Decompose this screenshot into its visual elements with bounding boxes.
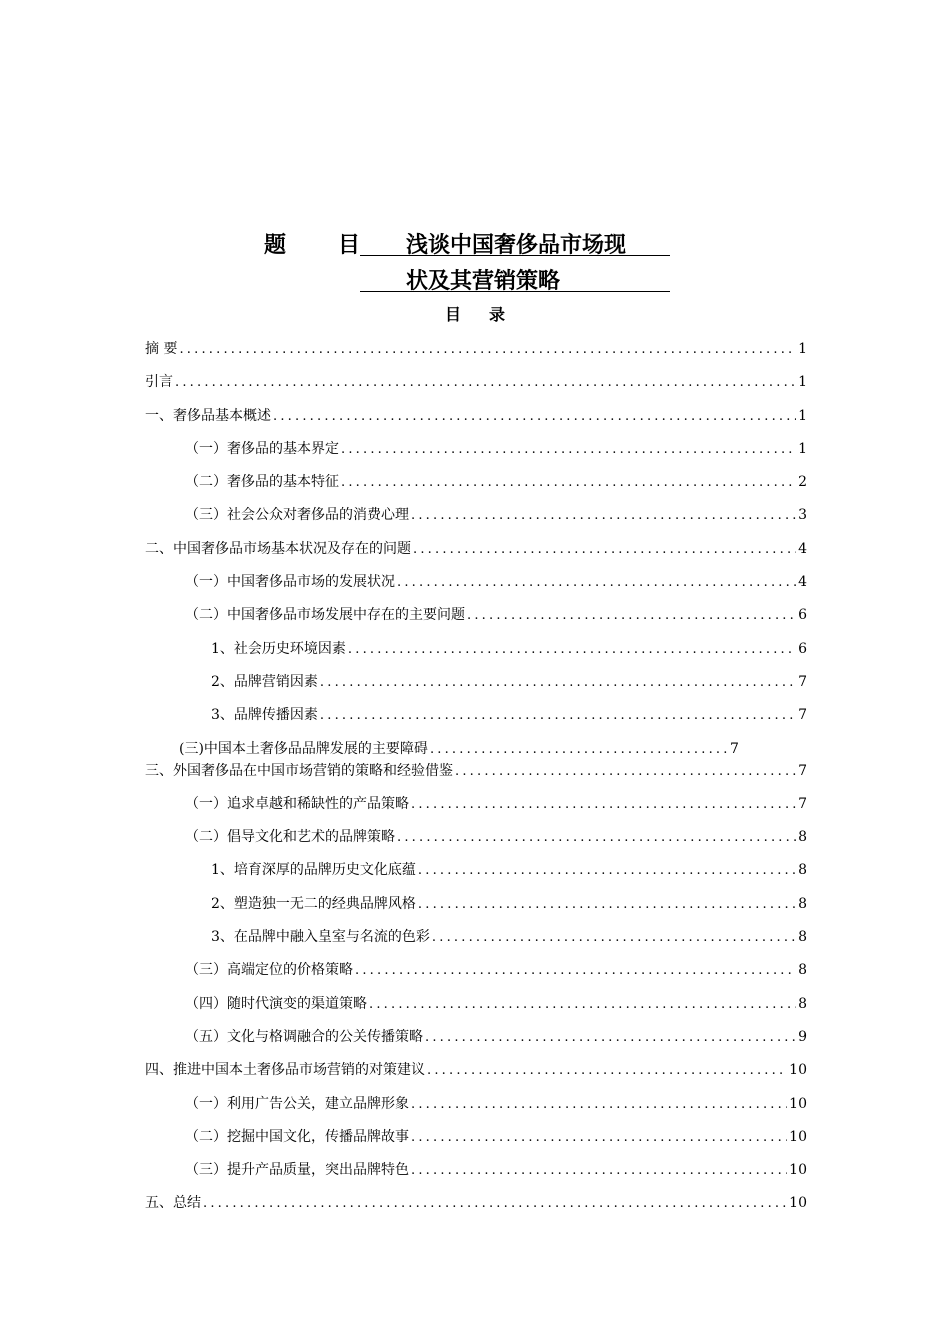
toc-page-number: 6 xyxy=(798,640,807,657)
toc-leader-dots xyxy=(411,505,796,527)
toc-entry-text: 社会历史环境因素 xyxy=(233,640,346,657)
toc-page-number: 1 xyxy=(798,374,807,391)
toc-page-number: 7 xyxy=(798,707,807,724)
toc-entry[interactable] xyxy=(145,371,807,404)
toc-entry[interactable] xyxy=(145,1093,807,1126)
toc-entry-text: 引言 xyxy=(145,374,173,391)
title-block xyxy=(0,222,950,302)
toc-entry[interactable] xyxy=(145,704,807,737)
toc-leader-dots xyxy=(430,739,728,761)
toc-page-number: 10 xyxy=(789,1095,807,1112)
toc-entry[interactable] xyxy=(145,859,807,892)
toc-heading: 目录 xyxy=(444,305,533,324)
toc-entry[interactable] xyxy=(145,1059,807,1092)
toc-page-number: 10 xyxy=(789,1195,807,1212)
toc-entry[interactable] xyxy=(145,926,807,959)
toc-page-number: 8 xyxy=(798,829,807,846)
toc-entry-text: （二）挖掘中国文化，传播品牌故事 xyxy=(185,1128,409,1145)
toc-entry[interactable] xyxy=(145,826,807,859)
toc-entry-number: 1、 xyxy=(211,640,234,657)
title-line-1: 浅谈中国奢侈品市场现 xyxy=(360,228,670,256)
toc-leader-dots xyxy=(418,860,796,882)
toc-entry[interactable] xyxy=(145,671,807,704)
toc-page-number: 1 xyxy=(798,440,807,457)
toc-page-number: 2 xyxy=(798,474,807,491)
toc-entry-text: （三）提升产品质量，突出品牌特色 xyxy=(185,1162,409,1179)
toc-entry[interactable] xyxy=(145,1126,807,1159)
toc-entry[interactable] xyxy=(145,1026,807,1059)
toc-entry[interactable] xyxy=(145,604,807,637)
toc-entry-text: （二）倡导文化和艺术的品牌策略 xyxy=(185,829,395,846)
toc-page-number: 6 xyxy=(798,607,807,624)
toc-page-number: 7 xyxy=(798,795,807,812)
toc-page-number: 7 xyxy=(798,762,807,779)
toc-leader-dots xyxy=(427,1060,787,1082)
toc-entry[interactable] xyxy=(145,638,807,671)
toc-leader-dots xyxy=(341,439,796,461)
toc-entry[interactable] xyxy=(145,793,807,826)
toc-entry-text: 一、奢侈品基本概述 xyxy=(145,407,271,424)
toc-leader-dots xyxy=(418,894,796,916)
toc-entry[interactable] xyxy=(145,338,807,371)
toc-leader-dots xyxy=(348,639,796,661)
toc-page-number: 7 xyxy=(729,740,739,757)
toc-entry-text: （一）奢侈品的基本界定 xyxy=(185,440,339,457)
toc-page-number: 1 xyxy=(798,341,807,357)
toc-entry[interactable] xyxy=(145,893,807,926)
toc-page-number: 9 xyxy=(798,1028,807,1045)
toc-entry[interactable] xyxy=(145,738,807,760)
toc-entry-text: 品牌传播因素 xyxy=(233,707,318,724)
title-label xyxy=(264,228,360,259)
toc-entry[interactable] xyxy=(145,471,807,504)
toc-entry-text: （三）社会公众对奢侈品的消费心理 xyxy=(185,507,409,524)
toc-page-number: 8 xyxy=(798,929,807,946)
toc-entry[interactable] xyxy=(145,959,807,992)
toc-leader-dots xyxy=(320,672,796,694)
toc-entry[interactable] xyxy=(145,538,807,571)
toc-leader-dots xyxy=(320,705,796,727)
toc-entry-text: (三)中国本土奢侈品品牌发展的主要障碍 xyxy=(179,740,428,757)
toc-page-number: 8 xyxy=(798,862,807,879)
toc-entry-text: 摘 要 xyxy=(145,341,178,357)
toc-entry-number: 3、 xyxy=(211,929,234,946)
toc-entry-text: （五）文化与格调融合的公关传播策略 xyxy=(185,1028,423,1045)
toc-leader-dots xyxy=(355,960,796,982)
toc-leader-dots xyxy=(203,1193,787,1215)
toc-leader-dots xyxy=(411,1160,787,1182)
toc-entry-text: 二、中国奢侈品市场基本状况及存在的问题 xyxy=(145,540,411,557)
toc-entry-number: 2、 xyxy=(211,895,234,912)
toc-leader-dots xyxy=(432,927,796,949)
toc-leader-dots xyxy=(411,1127,787,1149)
toc-entry[interactable] xyxy=(145,438,807,471)
toc-entry-text: （四）随时代演变的渠道策略 xyxy=(185,995,367,1012)
toc-page-number: 1 xyxy=(798,407,807,424)
toc-entry-text: （一）追求卓越和稀缺性的产品策略 xyxy=(185,795,409,812)
toc-entry[interactable] xyxy=(145,405,807,438)
toc-page-number: 4 xyxy=(798,574,807,591)
toc-leader-dots xyxy=(273,406,796,428)
toc-page-number: 4 xyxy=(798,540,807,557)
title-line-2: 状及其营销策略 xyxy=(360,264,670,292)
toc-entry[interactable] xyxy=(145,504,807,537)
title-label-left: 题 xyxy=(264,233,287,258)
toc-leader-dots xyxy=(179,339,796,361)
toc-leader-dots xyxy=(369,994,796,1016)
toc-page-number: 10 xyxy=(789,1128,807,1145)
toc-entry-text: （二）奢侈品的基本特征 xyxy=(185,474,339,491)
toc-entry-number: 五、 xyxy=(145,1195,173,1212)
toc-leader-dots xyxy=(411,794,796,816)
toc-page-number: 10 xyxy=(789,1062,807,1079)
toc-page-number: 8 xyxy=(798,962,807,979)
title-row-2 xyxy=(0,262,950,302)
toc-entry-number: 1、 xyxy=(211,862,234,879)
toc-leader-dots xyxy=(397,572,796,594)
toc-entry[interactable] xyxy=(145,571,807,604)
toc-entry-text: （二）中国奢侈品市场发展中存在的主要问题 xyxy=(185,607,465,624)
toc-page-number: 10 xyxy=(789,1162,807,1179)
toc-entry[interactable] xyxy=(145,1159,807,1192)
toc-leader-dots xyxy=(467,605,796,627)
toc-page-number: 3 xyxy=(798,507,807,524)
toc-entry-text: 三、外国奢侈品在中国市场营销的策略和经验借鉴 xyxy=(145,762,453,779)
toc-leader-dots xyxy=(455,761,796,783)
toc-entry-text: （一）中国奢侈品市场的发展状况 xyxy=(185,574,395,591)
title-row-1 xyxy=(0,222,950,262)
toc-entry-text: 总结 xyxy=(173,1195,201,1212)
toc-leader-dots xyxy=(425,1027,796,1049)
toc-leader-dots xyxy=(411,1094,787,1116)
toc-page-number: 8 xyxy=(798,895,807,912)
toc-entry-text: 塑造独一无二的经典品牌风格 xyxy=(233,895,416,912)
toc-entry[interactable] xyxy=(145,993,807,1026)
toc-entry-number: 2、 xyxy=(211,673,234,690)
toc-entry-text: （三）高端定位的价格策略 xyxy=(185,962,353,979)
toc-entry-text: （一）利用广告公关，建立品牌形象 xyxy=(185,1095,409,1112)
toc-entry-text: 在品牌中融入皇室与名流的色彩 xyxy=(233,929,430,946)
toc-leader-dots xyxy=(341,472,796,494)
table-of-contents xyxy=(145,338,807,1226)
toc-entry-number: 3、 xyxy=(211,707,234,724)
toc-entry[interactable] xyxy=(145,1192,807,1225)
toc-entry-text: 品牌营销因素 xyxy=(233,673,318,690)
toc-leader-dots xyxy=(413,539,796,561)
toc-entry-text: 四、推进中国本土奢侈品市场营销的对策建议 xyxy=(145,1062,425,1079)
toc-page-number: 7 xyxy=(798,673,807,690)
toc-leader-dots xyxy=(175,372,796,394)
toc-page-number: 8 xyxy=(798,995,807,1012)
toc-leader-dots xyxy=(397,827,796,849)
toc-entry-text: 培育深厚的品牌历史文化底蕴 xyxy=(233,862,416,879)
title-label-right: 目 xyxy=(338,233,361,258)
toc-entry[interactable] xyxy=(145,760,807,793)
